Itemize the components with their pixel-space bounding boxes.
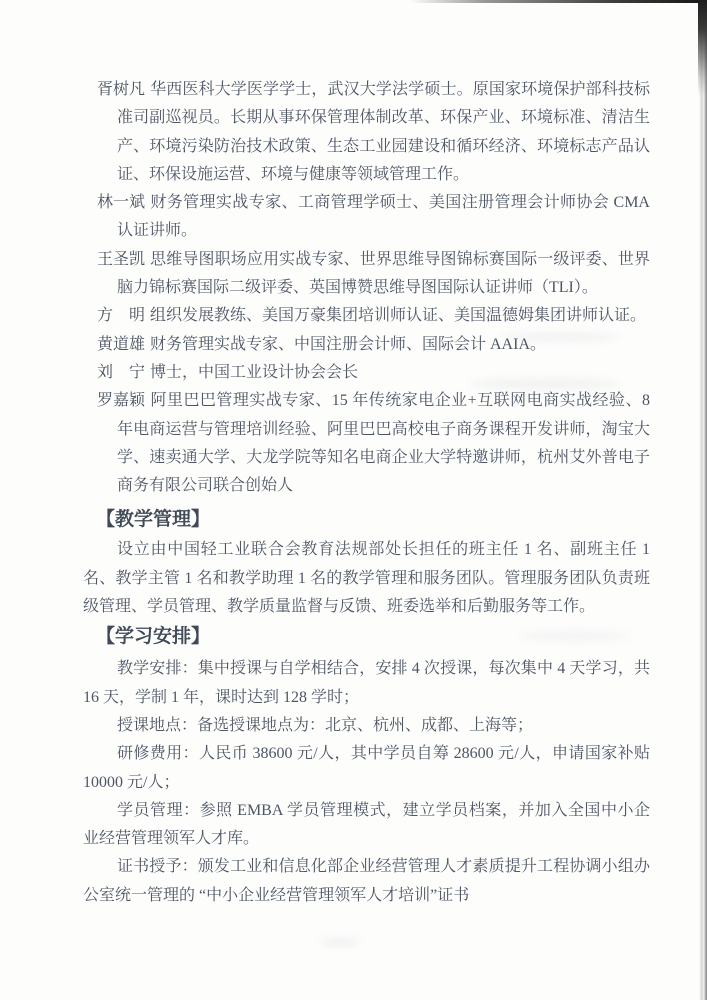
instructor-name: 王圣凯 [97,250,146,268]
instructor-bio: 博士，中国工业设计协会会长 [150,363,359,381]
instructor-bio: 财务管理实战专家、工商管理学硕士、美国注册管理会计师协会 CMA 认证讲师。 [117,194,650,240]
paragraph-student-management: 学员管理：参照 EMBA 学员管理模式，建立学员档案，并加入全国中小企业经营管理领军人才库。 [83,801,650,848]
scan-artifact-top-edge [410,0,707,3]
scan-noise [320,938,360,946]
instructor-row [97,189,650,246]
paragraph-certificate-award: 证书授予：颁发工业和信息化部企业经营管理人才素质提升工程协调小组办公室统一管理的 “中小企业经营管理领军人才培训”证书 [83,858,650,904]
instructor-row [97,359,650,387]
instructor-row [97,76,650,189]
instructor-name: 胥树凡 [97,81,146,98]
instructor-bio: 组织发展教练、美国万豪集团培训师认证、美国温德姆集团讲师认证。 [150,307,647,325]
instructor-name: 罗嘉颖 [97,392,146,410]
instructor-bio: 华西医科大学医学学士，武汉大学法学硕士。原国家环境保护部科技标准司副巡视员。长期从事环保管理体制改革、环保产业、环境标准、清洁生产、环境污染防治技术政策、生态工业园建设和循环经济、环境标志产品认证、环保设施运营、环境与健康等领域管理工作。 [117,81,650,183]
section-heading-teaching-management: 【教学管理】 [96,509,211,531]
instructor-row [97,331,650,359]
paragraph-teaching-schedule: 教学安排：集中授课与自学相结合，安排 4 次授课，每次集中 4 天学习，共 16 天，学制 1 年，课时达到 128 学时； [83,660,650,706]
instructor-name: 方 明 [97,307,146,325]
instructor-name: 黄道雄 [97,335,146,353]
instructor-name: 林一斌 [97,194,146,212]
paragraph-class-locations: 授课地点：备选授课地点为：北京、杭州、成都、上海等； [117,716,534,734]
paragraph-teaching-management: 设立由中国轻工业联合会教育法规部处长担任的班主任 1 名、副班主任 1 名、教学主管 1 名和教学助理 1 名的教学管理和服务团队。管理服务团队负责班级管理、学员管理、教学质量监督与反馈、班委选举和后勤服务等工作。 [83,541,650,616]
document-content [0,76,707,910]
instructor-row [97,302,650,330]
instructor-bio: 阿里巴巴管理实战专家、15 年传统家电企业+互联网电商实战经验、8 年电商运营与管理培训经验、阿里巴巴高校电子商务课程开发讲师，淘宝大学、速卖通大学、大龙学院等知名电商企业大学特邀讲师，杭州艾外普电子商务有限公司联合创始人 [117,392,650,495]
instructor-row [97,387,650,500]
instructor-row [97,246,650,303]
instructor-bio: 财务管理实战专家、中国注册会计师、国际会计 AAIA。 [150,335,546,353]
instructor-bio: 思维导图职场应用实战专家、世界思维导图锦标赛国际一级评委、世界脑力锦标赛国际二级评委、英国博赞思维导图国际认证讲师（TLI）。 [117,250,650,297]
instructor-name: 刘 宁 [97,363,146,381]
section-heading-study-arrangement: 【学习安排】 [96,626,211,648]
paragraph-tuition-fee: 研修费用：人民币 38600 元/人，其中学员自筹 28600 元/人，申请国家补贴 10000 元/人； [83,745,650,791]
